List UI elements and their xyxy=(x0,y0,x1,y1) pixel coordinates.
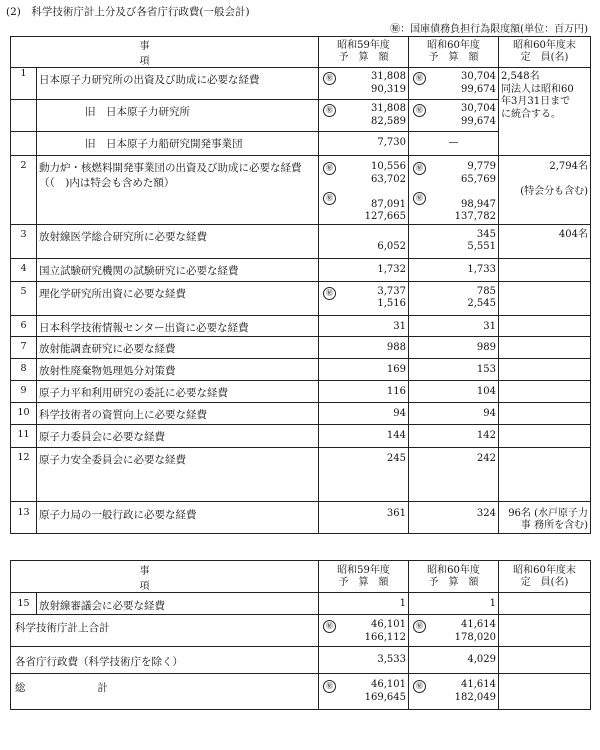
row-item: 放射線審議会に必要な経費 xyxy=(37,593,319,615)
row-v60: 1,733 xyxy=(409,258,499,281)
row-v60: 1 xyxy=(409,593,499,615)
budget-table xyxy=(10,36,591,534)
row-v60: 153 xyxy=(409,358,499,380)
row-v60: — xyxy=(409,132,499,156)
row-remark xyxy=(499,380,591,402)
row-v60: 242 xyxy=(409,447,499,501)
row-number: 3 xyxy=(11,224,37,258)
row-item: 総 計 xyxy=(11,674,319,710)
row-v59: 7,730 xyxy=(319,132,409,156)
row-item: 動力炉・核燃料開発事業団の出資及び助成に必要な経費 （（ )内は特会も含めた額） xyxy=(37,156,319,225)
header-item: 事 項 xyxy=(11,37,319,68)
limit-mark-icon: ㊙ xyxy=(413,72,426,85)
row-remark xyxy=(499,593,591,615)
row-remark xyxy=(499,424,591,447)
row-item: 日本科学技術情報センター出資に必要な経費 xyxy=(37,315,319,336)
limit-mark-icon: ㊙ xyxy=(323,680,336,693)
row-item: 放射性廃棄物処理処分対策費 xyxy=(37,358,319,380)
row-item: 各省庁行政費（科学技術庁を除く） xyxy=(11,647,319,674)
limit-mark-icon: ㊙ xyxy=(413,620,426,633)
row-remark xyxy=(499,315,591,336)
row-v60: 324 xyxy=(409,501,499,533)
table-row xyxy=(11,258,591,281)
table-row xyxy=(11,358,591,380)
row-number: 2 xyxy=(11,156,37,225)
row-item: 旧 日本原子力研究所 xyxy=(37,100,319,132)
row-number: 15 xyxy=(11,593,37,615)
row-item: 科学技術者の資質向上に必要な経費 xyxy=(37,402,319,424)
row-v59: 94 xyxy=(319,402,409,424)
row-item: 旧 日本原子力船研究開発事業団 xyxy=(37,132,319,156)
row-item: 理化学研究所出資に必要な経費 xyxy=(37,281,319,315)
page-title: (2) 科学技術庁計上分及び各省庁行政費(一般会計) xyxy=(6,6,250,18)
row-v60: 31 xyxy=(409,315,499,336)
row-v59: 116 xyxy=(319,380,409,402)
limit-mark-icon: ㊙ xyxy=(323,104,336,117)
header-row xyxy=(11,561,591,593)
table-row xyxy=(11,647,591,674)
row-v59: 169 xyxy=(319,358,409,380)
budget-table-continued xyxy=(10,560,591,710)
header-y59: 昭和59年度 予 算 額 xyxy=(319,37,409,68)
row-v59: 144 xyxy=(319,424,409,447)
table-row xyxy=(11,336,591,358)
row-number: 9 xyxy=(11,380,37,402)
table-row xyxy=(11,424,591,447)
row-item: 国立試験研究機関の試験研究に必要な経費 xyxy=(37,258,319,281)
row-v59: 988 xyxy=(319,336,409,358)
row-v59: 6,052 xyxy=(319,224,409,258)
row-v60: 94 xyxy=(409,402,499,424)
row-v60: ㊙ 41,614 178,020 xyxy=(409,615,499,647)
row-remark xyxy=(499,258,591,281)
limit-mark-icon: ㊙ xyxy=(413,104,426,117)
row-item: 原子力安全委員会に必要な経費 xyxy=(37,447,319,501)
header-y60: 昭和60年度 予 算 額 xyxy=(409,561,499,593)
row-v60: 785 2,545 xyxy=(409,281,499,315)
row-v60: ㊙ 30,704 99,674 xyxy=(409,68,499,100)
row-remark xyxy=(499,358,591,380)
row-v59: 31 xyxy=(319,315,409,336)
limit-mark-icon: ㊙ xyxy=(323,192,336,205)
row-v60: 142 xyxy=(409,424,499,447)
limit-mark-icon: ㊙ xyxy=(413,680,426,693)
row-number xyxy=(11,132,37,156)
table-row xyxy=(11,68,591,100)
row-item: 原子力委員会に必要な経費 xyxy=(37,424,319,447)
row-item: 原子力平和利用研究の委託に必要な経費 xyxy=(37,380,319,402)
row-remark: 96名 (水戸原子力事 務所を含む) xyxy=(499,501,591,533)
row-number: 1 xyxy=(11,68,37,100)
row-v59: 1 xyxy=(319,593,409,615)
row-number: 5 xyxy=(11,281,37,315)
row-v60: 989 xyxy=(409,336,499,358)
header-staff: 昭和60年度末 定 員(名) xyxy=(499,37,591,68)
row-v59: 361 xyxy=(319,501,409,533)
row-v60: ㊙ 41,614 182,049 xyxy=(409,674,499,710)
row-remark xyxy=(499,281,591,315)
row-v59: ㊙ 31,808 82,589 xyxy=(319,100,409,132)
row-v59: 245 xyxy=(319,447,409,501)
table-row xyxy=(11,224,591,258)
row-remark xyxy=(499,615,591,647)
limit-mark-icon: ㊙ xyxy=(413,162,426,175)
row-v59: ㊙ 31,808 90,319 xyxy=(319,68,409,100)
row-number: 8 xyxy=(11,358,37,380)
limit-mark-icon: ㊙ xyxy=(323,287,336,300)
header-row xyxy=(11,37,591,68)
unit-note: ㊙：国庫債務負担行為限度額(単位：百万円) xyxy=(390,24,588,35)
row-remark xyxy=(499,674,591,710)
row-remark xyxy=(499,336,591,358)
header-item: 事 項 xyxy=(11,561,319,593)
limit-mark-icon: ㊙ xyxy=(323,72,336,85)
table-row xyxy=(11,315,591,336)
row-number: 13 xyxy=(11,501,37,533)
row-number: 4 xyxy=(11,258,37,281)
limit-mark-icon: ㊙ xyxy=(323,620,336,633)
header-y60: 昭和60年度 予 算 額 xyxy=(409,37,499,68)
table-row xyxy=(11,281,591,315)
row-item: 日本原子力研究所の出資及び助成に必要な経費 xyxy=(37,68,319,100)
row-remark: 404名 xyxy=(499,224,591,258)
header-staff: 昭和60年度末 定 員(名) xyxy=(499,561,591,593)
row-v59: ㊙ ㊙ 10,556 63,702 87,091 127,665 xyxy=(319,156,409,225)
table-row xyxy=(11,615,591,647)
row-number xyxy=(11,100,37,132)
row-v60: ㊙ 30,704 99,674 xyxy=(409,100,499,132)
row-v59: ㊙ 46,101 166,112 xyxy=(319,615,409,647)
row-remark xyxy=(499,447,591,501)
table-row xyxy=(11,156,591,225)
limit-mark-icon: ㊙ xyxy=(323,162,336,175)
table-row xyxy=(11,380,591,402)
row-v60: 345 5,551 xyxy=(409,224,499,258)
row-item: 放射線医学総合研究所に必要な経費 xyxy=(37,224,319,258)
table-row xyxy=(11,402,591,424)
table-row xyxy=(11,674,591,710)
row-remark xyxy=(499,402,591,424)
row-v59: 1,732 xyxy=(319,258,409,281)
table-row xyxy=(11,447,591,501)
row-number: 12 xyxy=(11,447,37,501)
limit-mark-icon: ㊙ xyxy=(413,192,426,205)
row-number: 11 xyxy=(11,424,37,447)
row-v59: 3,533 xyxy=(319,647,409,674)
row-number: 7 xyxy=(11,336,37,358)
row-number: 6 xyxy=(11,315,37,336)
row-remark xyxy=(499,647,591,674)
row-v60: 4,029 xyxy=(409,647,499,674)
row-item: 放射能調査研究に必要な経費 xyxy=(37,336,319,358)
row-item: 原子力局の一般行政に必要な経費 xyxy=(37,501,319,533)
row-remark: 2,548名 同法人は昭和60 年3月31日まで に統合する。 xyxy=(499,68,591,156)
table-row xyxy=(11,501,591,533)
row-v60: 104 xyxy=(409,380,499,402)
row-v59: ㊙ 3,737 1,516 xyxy=(319,281,409,315)
row-number: 10 xyxy=(11,402,37,424)
row-remark: 2,794名 (特会分も含む) xyxy=(499,156,591,225)
row-item: 科学技術庁計上合計 xyxy=(11,615,319,647)
row-v59: ㊙ 46,101 169,645 xyxy=(319,674,409,710)
table-row xyxy=(11,593,591,615)
row-v60: ㊙ ㊙ 9,779 65,769 98,947 137,782 xyxy=(409,156,499,225)
header-y59: 昭和59年度 予 算 額 xyxy=(319,561,409,593)
